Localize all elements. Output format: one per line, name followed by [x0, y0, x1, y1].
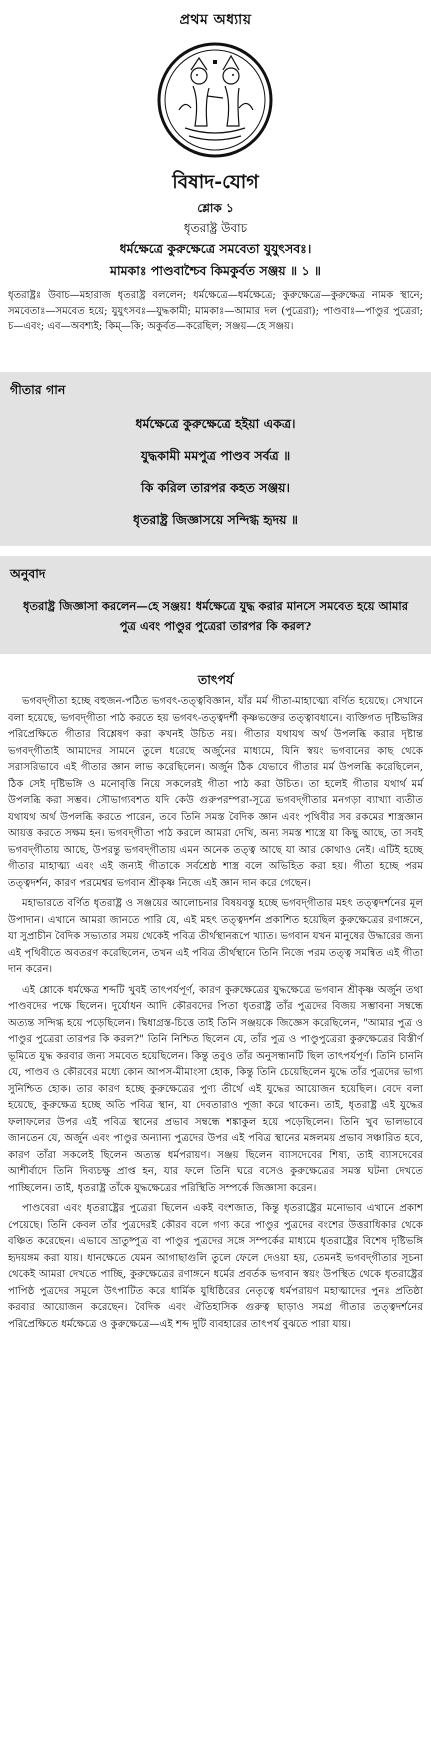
song-line: ধৃতরাষ্ট্র জিজ্ঞাসয়ে সন্দিগ্ধ হৃদয় ॥: [133, 512, 298, 527]
sloka-label: শ্লোক ১: [197, 201, 234, 215]
chapter-title: বিষাদ-যোগ: [172, 171, 259, 193]
sloka-verse: [0, 238, 431, 282]
krishna-arjuna-medallion-illustration: [155, 40, 275, 160]
purport-paragraph: এই শ্লোকে ধর্মক্ষেত্র শব্দটি খুবই তাৎপর্যপূর্ণ, কারণ কুরুক্ষেত্রের যুদ্ধক্ষেত্রে ভগবান শ্রীকৃষ্ণ অর্জুন তথা পাণ্ডবদের পক্ষে ছিলেন। দুর্যোধন আদি কৌরবদের পিতা ধৃতরাষ্ট্র তাঁর পুত্রদের বিজয় সম্ভাবনা সম্বন্ধে অত্যন্ত সন্দিগ্ধ হয়ে পড়েছিলেন। দ্বিধাগ্রস্ত-চিত্তে তাই তিনি সঞ্জয়কে জিজ্ঞেস করেছিলেন, "আমার পুত্র ও পাণ্ডুর পুত্রেরা তারপর কি করল?" তিনি নিশ্চিত ছিলেন যে, তাঁর পুত্র ও পাণ্ডুপুত্রেরা কুরুক্ষেত্রের বিস্তীর্ণ ভূমিতে যুদ্ধ করবার জন্য সমবেত হয়েছিলেন। কিন্তু তবুও তাঁর অনুসন্ধানটি ছিল তাৎপর্যপূর্ণ। তিনি চাননি যে, পাণ্ডব ও কৌরবের মধ্যে কোন আপস-মীমাংসা হোক, কিন্তু তিনি চেয়েছিলেন যুদ্ধে তাঁর পুত্রদের ভাগ্য সুনিশ্চিত হোক। তার কারণ হচ্ছে কুরুক্ষেত্রের পুণ্য তীর্থে এই যুদ্ধের আয়োজন হয়েছিল। বেদে বলা হয়েছে, কুরুক্ষেত্র হচ্ছে অতি পবিত্র স্থান, যা দেবতারাও পূজা করে থাকেন। তাই, ধৃতরাষ্ট্র এই যুদ্ধের ফলাফলের উপর এই পবিত্র স্থানের প্রভাব সম্বন্ধে শঙ্কাকুল হয়ে পড়েছিলেন। তিনি খুব ভালভাবে জানতেন যে, অর্জুন এবং পাণ্ডুর অন্যান্য পুত্রদের উপর এই পবিত্র স্থানের মঙ্গলময় প্রভাব সঞ্চারিত হবে, কারণ তাঁরা সকলেই ছিলেন অত্যন্ত ধর্মপরায়ণ। সঞ্জয় ছিলেন ব্যাসদেবের শিষ্য, তাই ব্যাসদেবের আশীর্বাদে তিনি দিব্যচক্ষু প্রাপ্ত হন, যার ফলে তিনি ঘরে বসেও কুরুক্ষেত্রের সমস্ত ঘটনা দেখতে পাচ্ছিলেন। তাই, ধৃতরাষ্ট্র তাঁকে যুদ্ধক্ষেত্রের পরিস্থিতি সম্পর্কে জিজ্ঞাসা করেন।: [8, 984, 423, 1194]
translation-section: [0, 556, 431, 654]
purport-body: [8, 694, 423, 1337]
word-synonyms: ধৃতরাষ্ট্রঃ উবাচ—মহারাজ ধৃতরাষ্ট্র বললেন; ধর্মক্ষেত্রে—ধর্মক্ষেত্রে; কুরুক্ষেত্রে—কুরুক্ষেত্র নামক স্থানে; সমবেতাঃ—সমবেত হয়ে; যুযুৎসবঃ—যুদ্ধকামী; মামকাঃ—আমার দল (পুত্রেরা); পাণ্ডবাঃ—পাণ্ডুর পুত্রেরা; চ—এবং; এব—অবশ্যই; কিম্—কি; অকুর্বত—করেছিল; সঞ্জয়—হে সঞ্জয়।: [8, 290, 423, 332]
chapter-heading: প্রথম অধ্যায়: [179, 12, 252, 28]
song-line: যুদ্ধকামী মমপুত্র পাণ্ডব সর্বত্র ॥: [140, 448, 291, 463]
translation-text: ধৃতরাষ্ট্র জিজ্ঞাসা করলেন—হে সঞ্জয়! ধর্মক্ষেত্রে যুদ্ধ করার মানসে সমবেত হয়ে আমার পুত্র এবং পাণ্ডুর পুত্রেরা তারপর কি করল?: [22, 599, 409, 633]
song-line: ধর্মক্ষেত্রে কুরুক্ষেত্রে হইয়া একত্র।: [135, 416, 296, 431]
sloka-line: মামকাঃ পাণ্ডবাশ্চৈব কিমকুর্বত সঞ্জয় ॥ ১ ॥: [110, 263, 321, 278]
sloka-speaker: ধৃতরাষ্ট্র উবাচ: [183, 221, 248, 235]
song-line: কি করিল তারপর কহত সঞ্জয়।: [141, 480, 290, 495]
purport-paragraph: ভগবদ্‌গীতা হচ্ছে বহুজন-পঠিত ভগবৎ-তত্ত্ববিজ্ঞান, যাঁর মর্ম গীতা-মাহাত্ম্যে বর্ণিত হয়েছে। সেখানে বলা হয়েছে, ভগবদ্‌গীতা পাঠ করতে হয় ভগবৎ-তত্ত্বদর্শী কৃষ্ণভক্তের তত্ত্বাবধানে। ব্যক্তিগত দৃষ্টিভঙ্গির পরিপ্রেক্ষিতে গীতার বিশ্লেষণ করা কখনই উচিত নয়। গীতার যথাযথ অর্থ উপলব্ধি করার দৃষ্টান্ত ভগবদ্‌গীতাই আমাদের সামনে তুলে ধরেছে অর্জুনের মাধ্যমে, যিনি স্বয়ং ভগবানের কাছ থেকে সরাসরিভাবে এই গীতার জ্ঞান লাভ করেছিলেন। অর্জুন ঠিক যেভাবে গীতার মর্ম উপলব্ধি করেছিলেন, ঠিক সেই দৃষ্টিভঙ্গি ও মনোবৃত্তি নিয়ে সকলেরই গীতা পাঠ করা উচিত। তা হলেই গীতার যথার্থ মর্ম উপলব্ধি করা সম্ভব। সৌভাগ্যবশত যদি কেউ গুরুপরম্পরা-সূত্রে ভগবদ্‌গীতার মনগড়া ব্যাখ্যা ব্যতীত যথাযথ অর্থ উপলব্ধি করতে পারেন, তবে তিনি সমস্ত বৈদিক জ্ঞান এবং পৃথিবীর সব রকমের শাস্ত্রজ্ঞান আয়ত্ত করতে সক্ষম হন। ভগবদ্‌গীতা পাঠ করলে আমরা দেখি, অন্য সমস্ত শাস্ত্রে যা কিছু আছে, তা সবই ভগবদ্‌গীতায় আছে, উপরন্তু ভগবদ্‌গীতায় এমন অনেক তত্ত্ব আছে যা আর কোথাও নেই। এটিই হচ্ছে গীতার মাহাত্ম্য এবং এই জন্যই গীতাকে সর্বশ্রেষ্ঠ শাস্ত্র বলে অভিহিত করা হয়। গীতা হচ্ছে পরম তত্ত্বদর্শন, কারণ পরমেশ্বর ভগবান শ্রীকৃষ্ণ নিজে এই জ্ঞান দান করে গেছেন।: [8, 696, 423, 889]
translation-heading: অনুবাদ: [10, 566, 46, 581]
purport-heading: তাৎপর্য: [197, 672, 234, 687]
song-heading: গীতার গান: [10, 382, 66, 397]
sloka-line: ধর্মক্ষেত্রে কুরুক্ষেত্রে সমবেতা যুযুৎসবঃ।: [119, 241, 312, 256]
song-section: [0, 372, 431, 546]
purport-paragraph: পাণ্ডবেরা এবং ধৃতরাষ্ট্রের পুত্রেরা ছিলেন একই বংশজাত, কিন্তু ধৃতরাষ্ট্রের মনোভাব এখানে প্রকাশ পেয়েছে। তিনি কেবল তাঁর পুত্রদেরই কৌরব বলে গণ্য করে পাণ্ডুর পুত্রদের বংশের উত্তরাধিকার থেকে বঞ্চিত করেছেন। এভাবে ভ্রাতুষ্পুত্র বা পাণ্ডুর পুত্রদের সঙ্গে সম্পর্কের মাধ্যমে ধৃতরাষ্ট্রের বিশেষ দৃষ্টিভঙ্গি হৃদয়ঙ্গম করা যায়। ধানক্ষেতে যেমন আগাছাগুলি তুলে ফেলে দেওয়া হয়, তেমনই ভগবদ্‌গীতার সূচনা থেকেই আমরা দেখতে পাচ্ছি, কুরুক্ষেত্রের রণাঙ্গনে ধর্মের প্রবর্তক ভগবান স্বয়ং উপস্থিত থেকে ধৃতরাষ্ট্রের পাপিষ্ঠ পুত্রদের সমূলে উৎপাটিত করে ধার্মিক যুধিষ্ঠিরের নেতৃত্বে ধর্মপরায়ণ মহাত্মাদের পুনঃ প্রতিষ্ঠা করবার আয়োজন করেছেন। বৈদিক এবং ঐতিহাসিক গুরুত্ব ছাড়াও সমগ্র গীতার তত্ত্বদর্শনের পরিপ্রেক্ষিতে ধর্মক্ষেত্রে ও কুরুক্ষেত্রে—এই শব্দ দুটি ব্যবহারের তাৎপর্য বুঝতে পারা যায়।: [8, 1203, 423, 1330]
purport-paragraph: মহাভারতে বর্ণিত ধৃতরাষ্ট্র ও সঞ্জয়ের আলোচনার বিষয়বস্তু হচ্ছে ভগবদ্‌গীতার মহৎ তত্ত্বদর্শনের মূল উপাদান। এখানে আমরা জানতে পারি যে, এই মহৎ তত্ত্বদর্শন প্রকাশিত হয়েছিল কুরুক্ষেত্রের রণাঙ্গনে, যা সুপ্রাচীন বৈদিক সভ্যতার সময় থেকেই পবিত্র তীর্থস্থানরূপে খ্যাত। ভগবান যখন মানুষের উদ্ধারের জন্য এই পৃথিবীতে অবতরণ করেছিলেন, তখন এই পবিত্র তীর্থস্থানে তিনি নিজে পরম তত্ত্ব সমন্বিত এই গীতা দান করেন।: [8, 898, 423, 975]
